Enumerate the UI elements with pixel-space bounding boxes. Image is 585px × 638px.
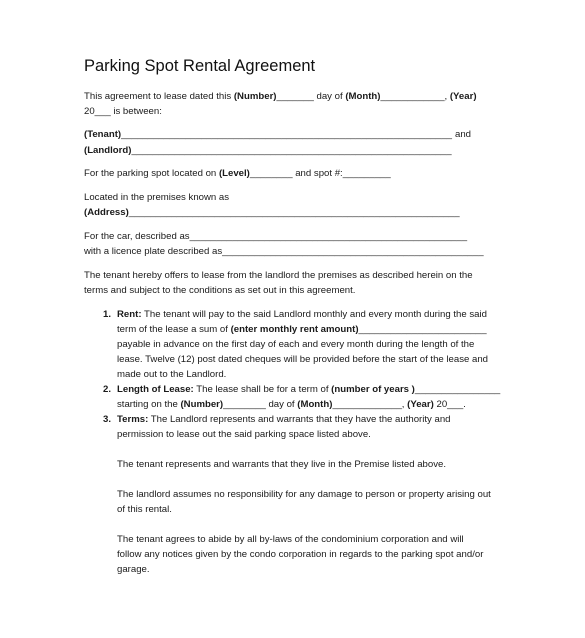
bylaws-line-3: garage. — [117, 564, 150, 575]
intro-text: This agreement to lease dated this — [84, 91, 234, 102]
liability-line-1: The landlord assumes no responsibility for any damage to person or property arising out — [117, 489, 491, 500]
spot-blank: ________ and spot #:_________ — [249, 168, 391, 179]
lease-length-text: starting on the — [117, 399, 181, 410]
tenant-blank: ______________________________________________________________ — [121, 129, 452, 140]
landlord-blank: ____________________________________________________________ — [131, 145, 452, 156]
intro-line-2: 20___ is between: — [84, 106, 162, 117]
number-field-label: (Number) — [233, 91, 277, 102]
month-field-label: (Month) — [297, 399, 333, 410]
item-number: 3. — [103, 414, 112, 425]
spot-text: For the parking spot located on — [84, 168, 219, 179]
item-number: 1. — [103, 309, 112, 320]
offer-line-2: terms and subject to the conditions as set out in this agreement. — [84, 285, 356, 296]
address-field-label: (Address) — [84, 207, 129, 218]
liability-line-2: of this rental. — [117, 504, 172, 515]
terms-line-2: permission to lease out the said parking space listed above. — [117, 429, 371, 440]
lease-length-text: 20___. — [433, 399, 466, 410]
lease-length-text: ________ day of — [223, 399, 298, 410]
intro-text: _______ day of — [276, 91, 346, 102]
landlord-line — [84, 145, 452, 157]
rent-amount-label: (enter monthly rent amount) — [230, 324, 359, 335]
lease-length-line-2 — [117, 399, 466, 411]
year-field-label: (Year) — [449, 91, 477, 102]
rent-line-3: payable in advance on the first day of each and every month during the length of the — [117, 339, 475, 350]
tenant-residence-paragraph: The tenant represents and warrants that they live in the Premise listed above. — [117, 459, 447, 470]
address-line — [84, 207, 460, 219]
terms-line-1 — [117, 414, 451, 426]
terms-text: The Landlord represents and warrants that they have the authority and — [148, 414, 451, 425]
bylaws-line-1: The tenant agrees to abide by all by-laws of the condominium corporation and will — [117, 534, 464, 545]
item-number: 2. — [103, 384, 112, 395]
tenant-line — [84, 129, 452, 141]
rent-text: The tenant will pay to the said Landlord monthly and every month during the said — [141, 309, 487, 320]
offer-line-1: The tenant hereby offers to lease from the landlord the premises as described herein on the — [84, 270, 473, 281]
spot-line — [84, 168, 391, 180]
lease-length-line-1 — [117, 384, 500, 396]
year-field-label: (Year) — [407, 399, 434, 410]
rent-line-1 — [117, 309, 487, 321]
month-field-label: (Month) — [345, 91, 381, 102]
terms-heading: Terms: — [117, 414, 149, 425]
bylaws-line-2: follow any notices given by the condo corporation in regards to the parking spot and/or — [117, 549, 484, 560]
car-description-line: For the car, described as____________________________________________________ — [84, 231, 468, 242]
level-field-label: (Level) — [218, 168, 250, 179]
rent-line-4: lease. Twelve (12) post dated cheques will be provided before the start of the lease and — [117, 354, 489, 365]
rent-text: term of the lease a sum of — [117, 324, 231, 335]
intro-line-1 — [84, 91, 477, 103]
lease-length-heading: Length of Lease: — [117, 384, 194, 395]
years-blank: ________________ — [414, 384, 501, 395]
landlord-field-label: (Landlord) — [84, 145, 132, 156]
and-text: and — [455, 129, 472, 140]
rent-heading: Rent: — [117, 309, 142, 320]
rent-line-2 — [117, 324, 487, 336]
premises-line-1: Located in the premises known as — [84, 192, 230, 203]
number-field-label: (Number) — [180, 399, 224, 410]
licence-plate-line: with a licence plate described as_________________________________________________ — [84, 246, 484, 257]
rent-blank: ________________________ — [358, 324, 487, 335]
address-blank: ______________________________________________________________ — [128, 207, 460, 218]
lease-length-text: _____________, — [332, 399, 408, 410]
years-field-label: (number of years ) — [331, 384, 415, 395]
intro-text: ____________, — [380, 91, 450, 102]
lease-length-text: The lease shall be for a term of — [193, 384, 332, 395]
tenant-field-label: (Tenant) — [84, 129, 122, 140]
page-title: Parking Spot Rental Agreement — [84, 57, 316, 75]
rent-line-5: made out to the Landlord. — [117, 369, 227, 380]
